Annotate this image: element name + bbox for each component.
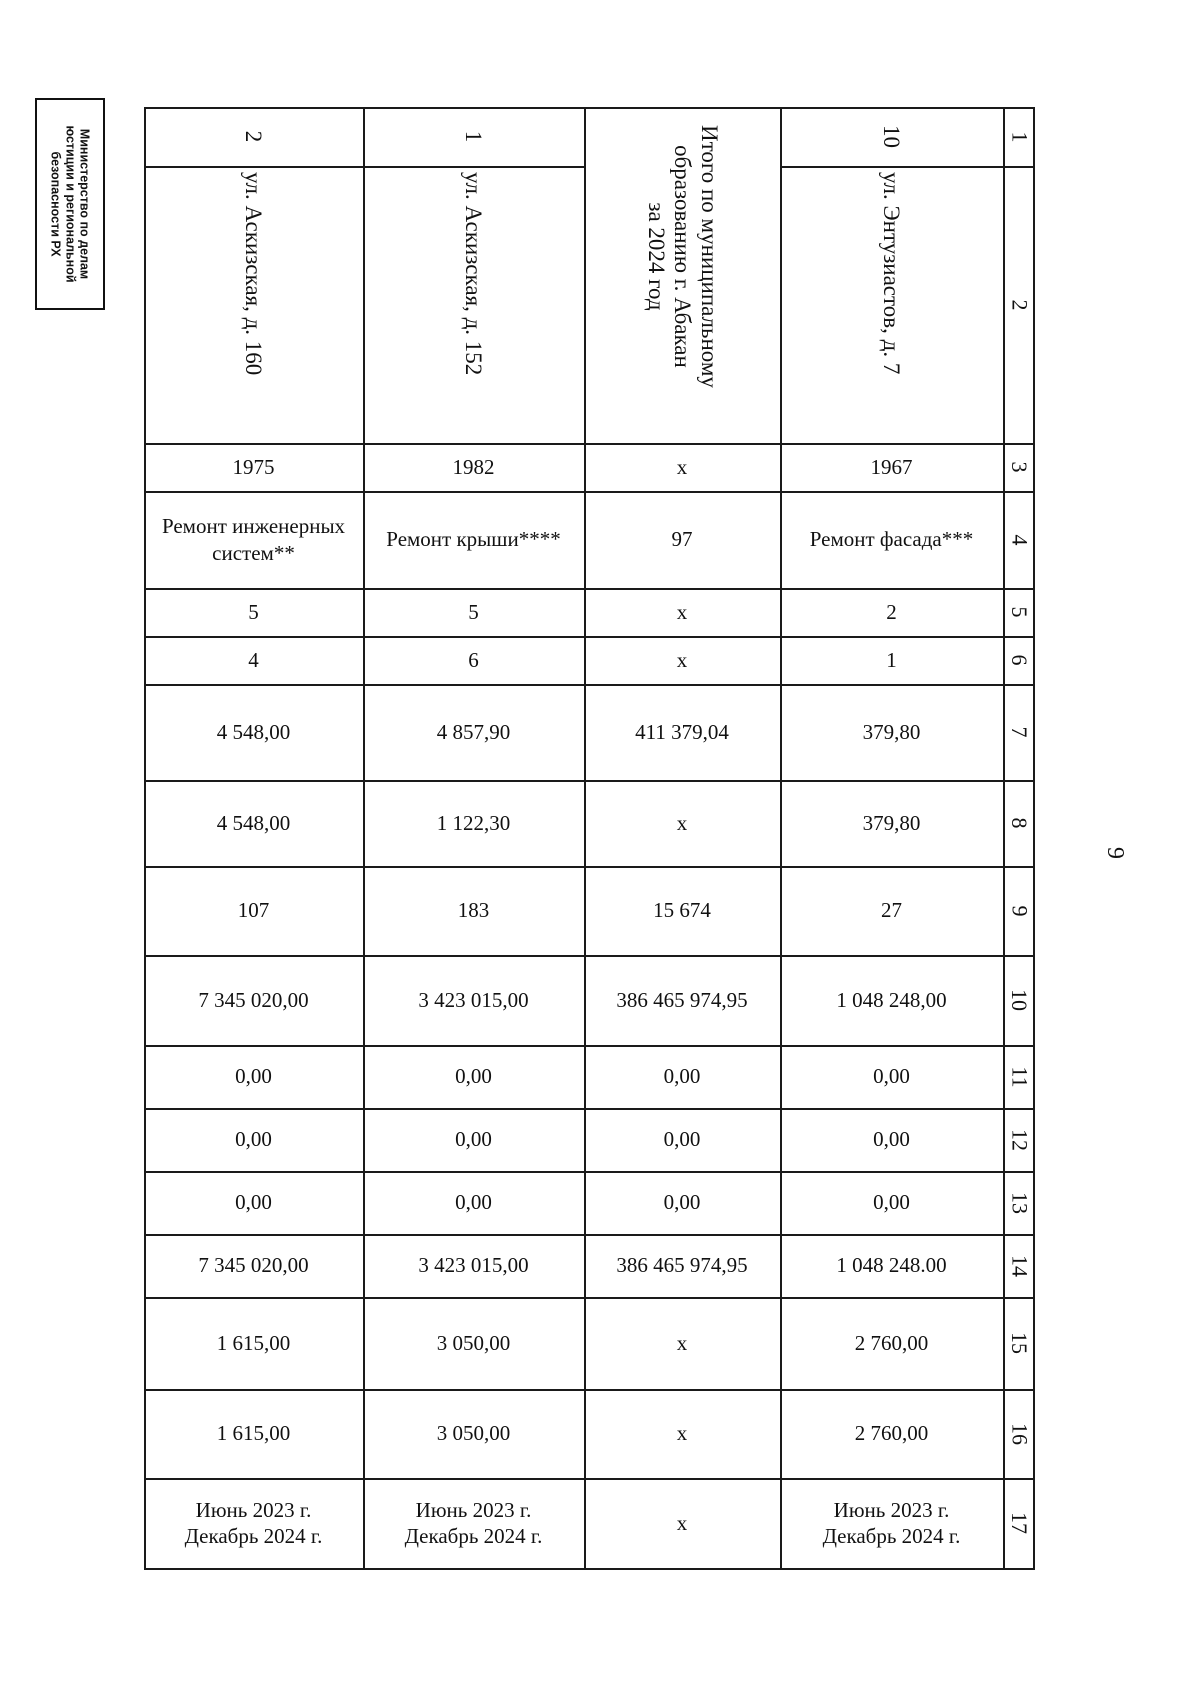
- page-number: 9: [1102, 847, 1129, 859]
- column-number-17: 17: [1007, 1512, 1032, 1534]
- cell-c16: х: [676, 1421, 688, 1446]
- column-number-5: 5: [1007, 606, 1032, 618]
- column-number-12: 12: [1007, 1128, 1032, 1151]
- cell-year: 1982: [452, 454, 495, 479]
- column-number-2: 2: [1007, 299, 1032, 310]
- cell-c13: 0,00: [455, 1190, 492, 1215]
- cell-c7: 411 379,04: [635, 719, 729, 744]
- cell-c12: 0,00: [235, 1127, 272, 1152]
- cell-c16: 3 050,00: [436, 1421, 511, 1446]
- record-number: 2: [241, 130, 267, 143]
- column-number-6: 6: [1007, 654, 1032, 666]
- cell-c14: 1 048 248.00: [836, 1253, 947, 1278]
- record-address: ул. Энтузиастов, д. 7: [879, 172, 905, 375]
- cell-c8: 1 122,30: [436, 810, 511, 835]
- stamp-text: Министерство по делам юстиции и региональной безопасности РХ: [48, 125, 92, 283]
- cell-c14: 3 423 015,00: [418, 1253, 529, 1278]
- cell-c12: 0,00: [663, 1127, 701, 1152]
- cell-c9: 183: [457, 898, 490, 923]
- column-number-10: 10: [1007, 989, 1032, 1011]
- cell-c8: 379,80: [862, 810, 921, 835]
- record-number: 1: [461, 130, 487, 143]
- cell-c8: 4 548,00: [216, 810, 291, 835]
- cell-c6: 6: [468, 647, 479, 672]
- total-label: Итого по муниципальному образованию г. Абакан за 2024 год: [643, 125, 722, 388]
- cell-year: 1975: [232, 454, 275, 479]
- column-number-7: 7: [1007, 726, 1032, 738]
- cell-c5: 5: [468, 599, 479, 624]
- cell-c6: 1: [886, 647, 897, 672]
- cell-c13: 0,00: [663, 1190, 701, 1215]
- cell-work: Ремонт фасада***: [809, 527, 974, 552]
- cell-work: 97: [671, 527, 693, 552]
- cell-c14: 7 345 020,00: [198, 1253, 309, 1278]
- ministry-stamp: [35, 98, 105, 310]
- cell-c10: 1 048 248,00: [836, 987, 947, 1012]
- cell-c9: 107: [237, 898, 270, 923]
- cell-c10: 3 423 015,00: [418, 987, 529, 1012]
- cell-work: Ремонт крыши****: [386, 527, 561, 552]
- cell-c11: 0,00: [873, 1064, 910, 1089]
- column-number-14: 14: [1007, 1254, 1032, 1277]
- cell-year: х: [676, 454, 688, 479]
- cell-c9: 27: [881, 898, 902, 923]
- table-border-bottom: [144, 1568, 1035, 1570]
- cell-c15: 2 760,00: [854, 1330, 929, 1355]
- cell-c16: 1 615,00: [216, 1421, 291, 1446]
- column-number-16: 16: [1007, 1422, 1032, 1445]
- cell-c10: 386 465 974,95: [616, 987, 748, 1012]
- cell-c9: 15 674: [653, 898, 711, 923]
- cell-c5: 5: [248, 599, 259, 624]
- cell-c13: 0,00: [873, 1190, 910, 1215]
- cell-c5: х: [676, 599, 688, 624]
- cell-c12: 0,00: [455, 1127, 492, 1152]
- cell-c17: Июнь 2023 г. Декабрь 2024 г.: [184, 1497, 323, 1548]
- cell-c17: х: [676, 1510, 688, 1535]
- cell-c7: 379,80: [862, 719, 921, 744]
- cell-c11: 0,00: [455, 1064, 492, 1089]
- cell-c11: 0,00: [663, 1064, 701, 1089]
- cell-work: Ремонт инженерных систем**: [161, 514, 346, 565]
- cell-c5: 2: [886, 599, 897, 624]
- cell-c17: Июнь 2023 г. Декабрь 2024 г.: [822, 1497, 961, 1548]
- column-number-3: 3: [1007, 461, 1032, 473]
- cell-c15: х: [676, 1330, 688, 1355]
- column-number-4: 4: [1007, 534, 1032, 545]
- column-number-11: 11: [1007, 1065, 1032, 1088]
- cell-c6: х: [676, 647, 688, 672]
- cell-c11: 0,00: [235, 1064, 272, 1089]
- record-address: ул. Аскизская, д. 152: [461, 172, 487, 376]
- cell-c13: 0,00: [235, 1190, 272, 1215]
- column-number-1: 1: [1007, 131, 1032, 142]
- column-number-8: 8: [1007, 817, 1032, 829]
- cell-c12: 0,00: [873, 1127, 910, 1152]
- cell-c6: 4: [248, 647, 259, 672]
- cell-c7: 4 857,90: [436, 719, 511, 744]
- cell-c10: 7 345 020,00: [198, 987, 309, 1012]
- column-number-13: 13: [1007, 1191, 1032, 1214]
- cell-year: 1967: [870, 454, 913, 479]
- record-number: 10: [879, 125, 905, 148]
- cell-c14: 386 465 974,95: [616, 1253, 748, 1278]
- cell-c8: х: [676, 810, 688, 835]
- column-number-15: 15: [1007, 1332, 1032, 1354]
- cell-c7: 4 548,00: [216, 719, 291, 744]
- cell-c15: 3 050,00: [436, 1330, 511, 1355]
- cell-c16: 2 760,00: [854, 1421, 929, 1446]
- column-number-9: 9: [1007, 905, 1032, 916]
- cell-c15: 1 615,00: [216, 1330, 291, 1355]
- cell-c17: Июнь 2023 г. Декабрь 2024 г.: [404, 1497, 543, 1548]
- record-address: ул. Аскизская, д. 160: [241, 172, 267, 376]
